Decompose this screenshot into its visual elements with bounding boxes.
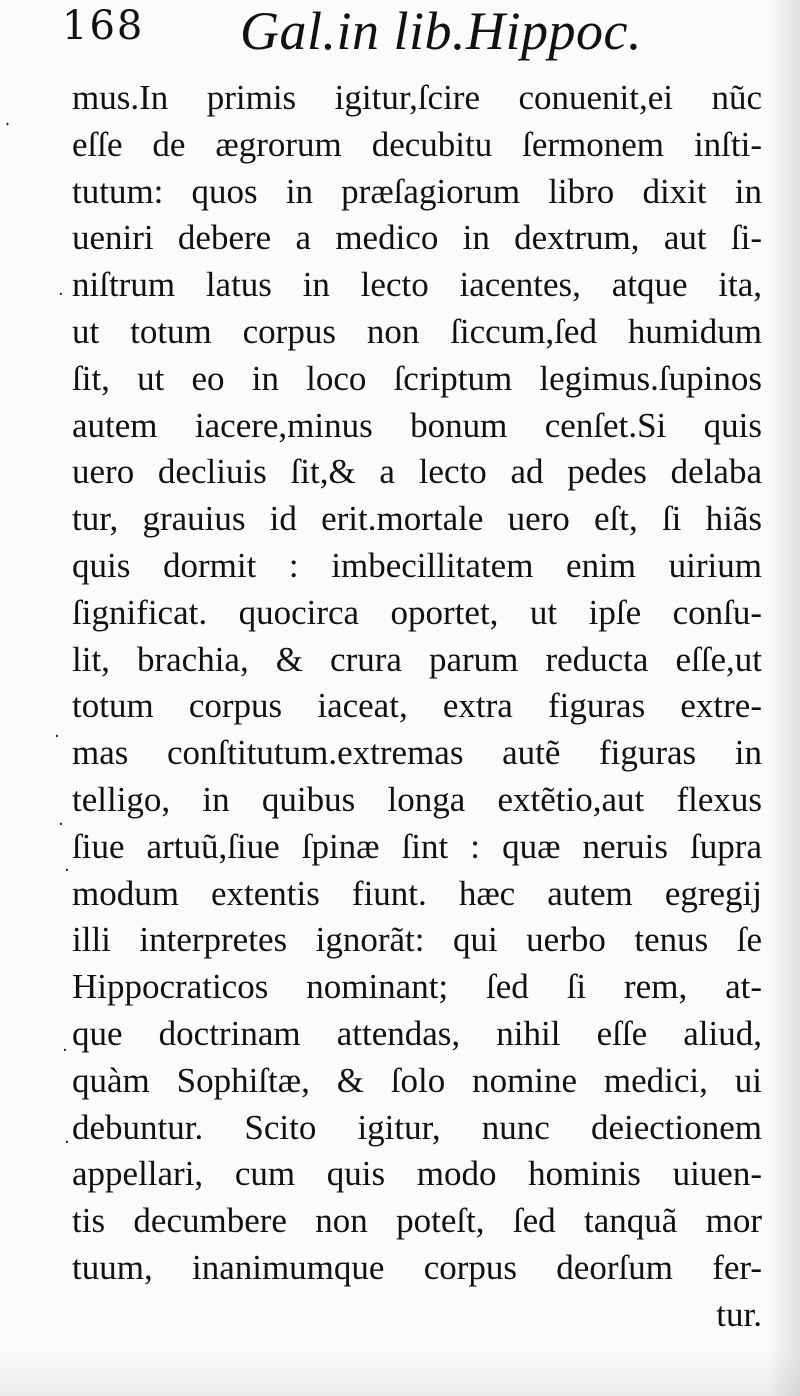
text-line: telligo, in quibus longa extẽtio,aut flexus: [72, 779, 762, 819]
margin-mark: ·: [64, 860, 70, 881]
text-line: quàm Sophiſtæ, & ſolo nomine medici, ui: [72, 1060, 762, 1100]
text-line: ueniri debere a medico in dextrum, aut ſi-: [72, 218, 762, 258]
text-line: tis decumbere non poteſt, ſed tanquã mor: [72, 1201, 762, 1241]
text-line: tur, grauius id erit.mortale uero eſt, ſi hiãs: [72, 499, 762, 539]
page-header: [62, 1, 762, 84]
margin-mark: ·: [64, 1132, 70, 1153]
text-line: mus.In primis igitur,ſcire conuenit,ei nũc: [72, 78, 762, 117]
margin-mark: ·: [62, 1040, 68, 1061]
margin-mark: ·: [0, 113, 15, 136]
text-line: ſignificat. quocirca oportet, ut ipſe conſu-: [72, 592, 762, 632]
margin-mark: ·: [58, 284, 64, 305]
text-line: tur.: [716, 1294, 762, 1334]
text-line: ſit, ut eo in loco ſcriptum legimus.ſupinos: [72, 358, 762, 398]
text-line: modum extentis fiunt. hæc autem egregij: [72, 873, 762, 913]
text-line: ut totum corpus non ſiccum,ſed humidum: [72, 311, 762, 351]
text-line: uero decliuis ſit,& a lecto ad pedes delaba: [72, 452, 762, 492]
text-line: quis dormit : imbecillitatem enim uirium: [72, 545, 762, 585]
margin-mark: ·: [58, 814, 64, 835]
text-line: debuntur. Scito igitur, nunc deiectionem: [72, 1107, 762, 1147]
body-text: [72, 75, 762, 1339]
text-line: mas conſtitutum.extremas autẽ figuras in: [72, 733, 762, 773]
page-bottom-shadow: [0, 1350, 800, 1396]
running-title: Gal.in lib.Hippoc.: [240, 1, 642, 61]
page-number: 168: [62, 3, 145, 49]
text-line: tuum, inanimumque corpus deorſum fer-: [72, 1247, 762, 1287]
text-line: totum corpus iaceat, extra figuras extre-: [72, 686, 762, 726]
page-edge-shadow: [766, 0, 800, 1396]
text-line: illi interpretes ignorãt: qui uerbo tenus ſe: [72, 920, 762, 960]
text-line: Hippocraticos nominant; ſed ſi rem, at-: [72, 967, 762, 1007]
text-line: ſiue artuũ,ſiue ſpinæ ſint : quæ neruis ſupra: [72, 826, 762, 866]
text-line: que doctrinam attendas, nihil eſſe aliud,: [72, 1013, 762, 1053]
text-line: autem iacere,minus bonum cenſet.Si quis: [72, 405, 762, 445]
margin-mark: ·: [54, 726, 60, 747]
text-line: niſtrum latus in lecto iacentes, atque ita,: [72, 265, 762, 305]
text-line: eſſe de ægrorum decubitu ſermonem inſti-: [72, 124, 762, 164]
text-line: lit, brachia, & crura parum reducta eſſe,ut: [72, 639, 762, 679]
text-line: tutum: quos in præſagiorum libro dixit in: [72, 171, 762, 211]
text-line: appellari, cum quis modo hominis uiuen-: [72, 1154, 762, 1194]
